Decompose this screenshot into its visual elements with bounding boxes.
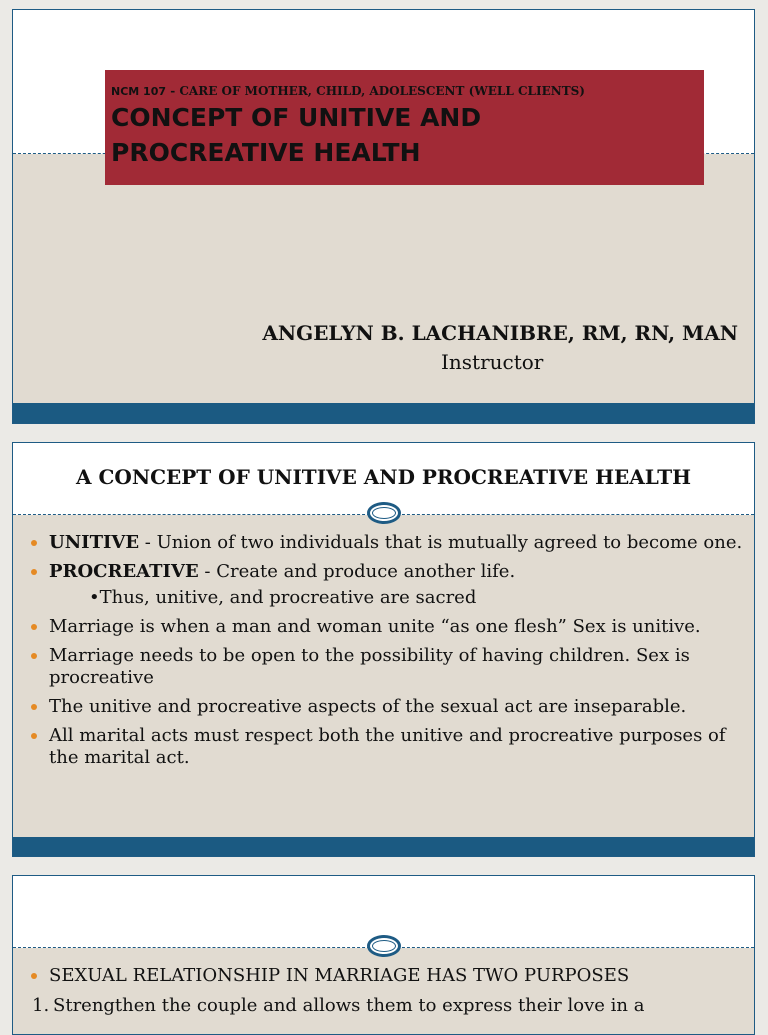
author-role: Instructor: [441, 350, 544, 374]
course-code: NCM 107: [111, 85, 167, 98]
bullet-dot-icon: [31, 704, 37, 710]
bullet-dot-icon: [31, 733, 37, 739]
definition-procreative: - Create and produce another life.: [198, 561, 516, 582]
item-text: Strengthen the couple and allows them to express their love in a: [53, 995, 645, 1016]
ring-ornament-icon: [367, 935, 401, 957]
slide-footer-bar: [13, 837, 754, 857]
title-line-2: PROCREATIVE HEALTH: [111, 138, 421, 167]
bullet-list: [29, 532, 744, 776]
slide-heading: A CONCEPT OF UNITIVE AND PROCREATIVE HEALTH: [76, 465, 691, 489]
list-item: [29, 532, 744, 554]
bullet-dot-icon: [31, 653, 37, 659]
course-name: - CARE OF MOTHER, CHILD, ADOLESCENT (WELL CLIENTS): [166, 84, 585, 98]
numbered-item: [29, 995, 744, 1017]
term-procreative: PROCREATIVE: [49, 561, 199, 582]
ring-ornament-icon: [367, 502, 401, 524]
bullet-text: The unitive and procreative aspects of the sexual act are inseparable.: [49, 696, 687, 717]
slide-purposes: [12, 875, 755, 1035]
course-label: [111, 84, 698, 99]
definition-unitive: - Union of two individuals that is mutually agreed to become one.: [139, 532, 743, 553]
bullet-text: Marriage needs to be open to the possibility of having children. Sex is procreative: [49, 645, 690, 688]
slide-concept: [12, 442, 755, 857]
title-line-1: CONCEPT OF UNITIVE AND: [111, 103, 482, 132]
title-box: [105, 70, 704, 185]
bullet-dot-icon: [31, 540, 37, 546]
term-unitive: UNITIVE: [49, 532, 140, 553]
list-item: [29, 616, 744, 638]
slide-footer-bar: [13, 403, 754, 424]
list-item: [29, 965, 744, 987]
list-item: [29, 645, 744, 689]
bullet-list: [29, 965, 744, 1017]
bullet-dot-icon: [31, 973, 37, 979]
bullet-text: All marital acts must respect both the unitive and procreative purposes of the marital act.: [49, 725, 726, 768]
bullet-text: Marriage is when a man and woman unite “as one flesh” Sex is unitive.: [49, 616, 701, 637]
bullet-dot-icon: [31, 624, 37, 630]
bullet-dot-icon: [31, 569, 37, 575]
presentation-title: [111, 100, 698, 170]
item-number: 1.: [32, 995, 50, 1016]
list-item: [29, 561, 744, 583]
list-item: [29, 725, 744, 769]
slide-title: [12, 9, 755, 424]
sub-point: •Thus, unitive, and procreative are sacred: [89, 587, 477, 608]
list-item: [29, 696, 744, 718]
author-name: ANGELYN B. LACHANIBRE, RM, RN, MAN: [262, 321, 738, 345]
bullet-text: SEXUAL RELATIONSHIP IN MARRIAGE HAS TWO PURPOSES: [49, 965, 630, 986]
